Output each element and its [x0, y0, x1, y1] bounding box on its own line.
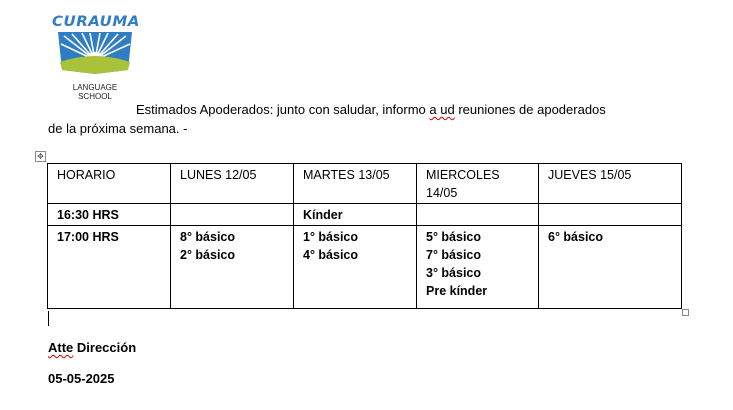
table-row	[48, 226, 682, 309]
miercoles-cell[interactable]	[417, 226, 539, 309]
cell-entry: 1° básico	[303, 230, 359, 244]
lunes-cell[interactable]	[171, 226, 294, 309]
lunes-cell[interactable]	[171, 204, 294, 226]
table-row	[48, 204, 682, 226]
signoff-text: Dirección	[73, 340, 137, 355]
school-logo	[52, 12, 138, 100]
intro-line-2: de la próxima semana. -	[48, 121, 188, 136]
martes-cell[interactable]	[294, 204, 417, 226]
cell-entry: 2° básico	[180, 248, 236, 262]
intro-text-end: reuniones de apoderados	[454, 102, 606, 117]
intro-line-1	[48, 100, 668, 119]
logo-brand-subtitle	[52, 83, 138, 101]
logo-brand-name: CURAUMA	[52, 12, 140, 30]
intro-text-start: Estimados Apoderados: junto con saludar, informo	[136, 102, 430, 117]
cell-entry: 7° básico	[426, 248, 482, 262]
jueves-cell[interactable]	[539, 226, 682, 309]
spelling-flagged-word[interactable]: Atte	[48, 340, 74, 355]
time-cell[interactable]: 16:30 HRS	[48, 204, 171, 226]
header-martes[interactable]: MARTES 13/05	[294, 164, 417, 204]
header-jueves[interactable]: JUEVES 15/05	[539, 164, 682, 204]
miercoles-cell[interactable]	[417, 204, 539, 226]
schedule-table[interactable]	[47, 163, 682, 309]
cell-entry: 8° básico	[180, 230, 236, 244]
signoff-line[interactable]	[48, 340, 136, 355]
cell-entry: 5° básico	[426, 230, 482, 244]
martes-cell[interactable]	[294, 226, 417, 309]
jueves-cell[interactable]	[539, 204, 682, 226]
cell-entry: 4° básico	[303, 248, 359, 262]
document-date[interactable]: 05-05-2025	[48, 371, 115, 386]
table-resize-icon[interactable]	[682, 309, 689, 316]
header-horario[interactable]: HORARIO	[48, 164, 171, 204]
header-miercoles[interactable]: MIERCOLES 14/05	[417, 164, 539, 204]
cell-entry: Pre kínder	[426, 284, 488, 298]
cell-entry: Kínder	[303, 208, 343, 222]
logo-subtitle-line1: LANGUAGE	[72, 83, 118, 92]
text-cursor	[48, 311, 49, 326]
cell-entry: 3° básico	[426, 266, 482, 280]
time-cell[interactable]: 17:00 HRS	[48, 226, 171, 309]
intro-paragraph[interactable]	[48, 100, 668, 138]
table-move-icon[interactable]: ✥	[35, 151, 46, 162]
cell-entry: 6° básico	[548, 230, 604, 244]
logo-subtitle-line2: SCHOOL	[78, 92, 112, 101]
header-lunes[interactable]: LUNES 12/05	[171, 164, 294, 204]
spelling-flagged-text[interactable]: a ud	[429, 102, 455, 117]
table-header-row	[48, 164, 682, 204]
